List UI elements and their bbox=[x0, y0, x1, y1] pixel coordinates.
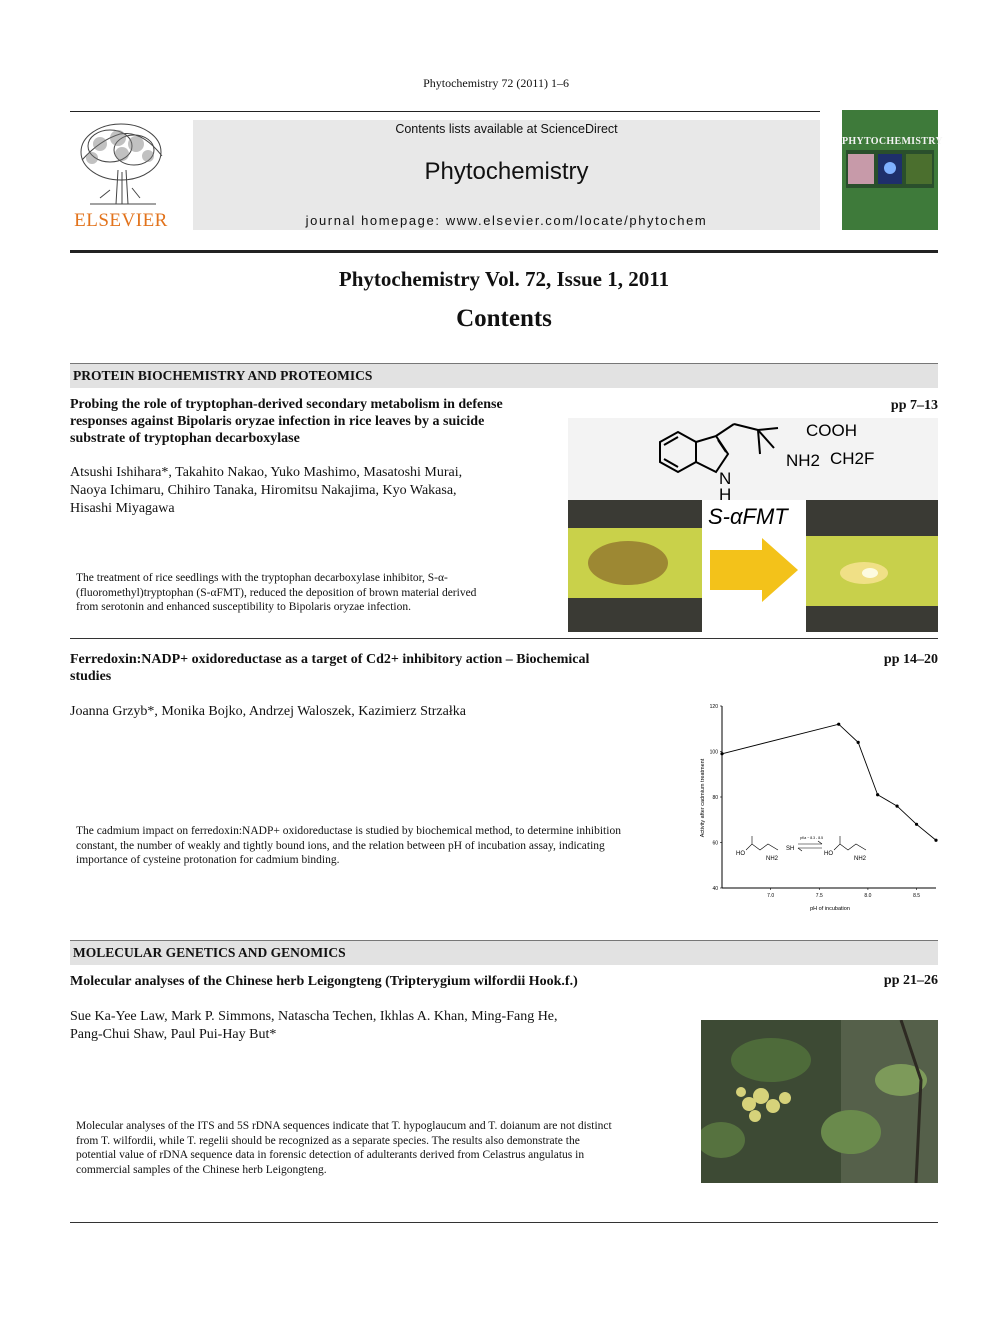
title-line: studies bbox=[70, 669, 112, 684]
author-line: Atsushi Ishihara*, Takahito Nakao, Yuko Mashimo, Masatoshi Murai, bbox=[70, 465, 463, 480]
cooh-label: COOH bbox=[806, 421, 857, 440]
abstract-line: from T. wilfordii, while T. regelii should be recognized as a separate species. The results also demonstrate the bbox=[76, 1134, 580, 1147]
scheme-ho-left: HO bbox=[736, 851, 745, 857]
n-label: N bbox=[719, 469, 732, 488]
y-tick-label: 60 bbox=[712, 840, 718, 847]
graphical-abstract-text bbox=[76, 1119, 612, 1177]
abstract-line: constant, the number of weakly and tightly bound ions, and the relation between pH of incubation assay, indicating bbox=[76, 839, 605, 852]
section-title: MOLECULAR GENETICS AND GENOMICS bbox=[73, 945, 346, 960]
title-line: Probing the role of tryptophan-derived secondary metabolism in defense bbox=[70, 397, 503, 412]
scheme-nh2-right: NH2 bbox=[854, 856, 867, 862]
article-title[interactable] bbox=[70, 651, 589, 685]
publisher-name: ELSEVIER bbox=[74, 210, 168, 231]
title-line: substrate of tryptophan decarboxylase bbox=[70, 431, 300, 446]
y-tick-label: 80 bbox=[712, 795, 718, 801]
article-title[interactable] bbox=[70, 973, 578, 990]
author-list bbox=[70, 703, 466, 721]
data-point bbox=[895, 805, 898, 808]
title-line: Ferredoxin:NADP+ oxidoreductase as a target of Cd2+ inhibitory action – Biochemical bbox=[70, 652, 590, 667]
contents-heading: Contents bbox=[456, 305, 552, 332]
data-point bbox=[857, 741, 860, 744]
page-range: pp 7–13 bbox=[890, 398, 938, 413]
data-point bbox=[876, 793, 879, 796]
elsevier-logo bbox=[70, 120, 172, 232]
graphical-abstract-text bbox=[76, 824, 621, 868]
scheme-ho-right: HO bbox=[824, 851, 833, 857]
chart-xlabel: pH of incubation bbox=[810, 906, 850, 912]
graphical-abstract-figure-1 bbox=[568, 418, 938, 632]
graphical-abstract-text bbox=[76, 571, 476, 615]
author-line: Sue Ka-Yee Law, Mark P. Simmons, Natascha Techen, Ikhlas A. Khan, Ming-Fang He, bbox=[70, 1009, 558, 1024]
header-rule bbox=[70, 250, 938, 253]
author-list bbox=[70, 1008, 558, 1044]
page-bottom-rule bbox=[70, 1222, 938, 1223]
journal-banner bbox=[193, 120, 820, 230]
title-line: Molecular analyses of the Chinese herb Leigongteng (Tripterygium wilfordii Hook.f.) bbox=[70, 974, 578, 989]
section-header-genetics bbox=[70, 940, 938, 965]
x-tick-label: 8.0 bbox=[864, 893, 872, 899]
activity-chart bbox=[692, 698, 940, 918]
thiol-scheme bbox=[736, 836, 867, 862]
data-point bbox=[720, 752, 723, 755]
y-tick-label: 40 bbox=[712, 886, 718, 892]
series-line bbox=[722, 724, 936, 840]
x-tick-label: 8.5 bbox=[913, 893, 921, 899]
x-tick-label: 7.5 bbox=[815, 893, 823, 899]
scheme-arrow-label: pKa ~ 8.3 - 8.5 bbox=[800, 836, 824, 840]
author-line: Hisashi Miyagawa bbox=[70, 501, 175, 516]
journal-homepage[interactable]: journal homepage: www.elsevier.com/locate/phytochem bbox=[305, 213, 708, 228]
abstract-line: (fluoromethyl)tryptophan (S-αFMT), reduced the deposition of brown material derived bbox=[76, 586, 477, 599]
author-list bbox=[70, 464, 462, 518]
data-point bbox=[915, 823, 918, 826]
availability-text: Contents lists available at ScienceDirect bbox=[395, 122, 618, 136]
article-title[interactable] bbox=[70, 396, 503, 447]
page-range: pp 21–26 bbox=[883, 973, 938, 988]
y-tick-label: 100 bbox=[709, 749, 718, 756]
ch2f-label: CH2F bbox=[830, 449, 875, 468]
scheme-nh2-left: NH2 bbox=[766, 856, 779, 862]
section-title: PROTEIN BIOCHEMISTRY AND PROTEOMICS bbox=[73, 368, 373, 383]
title-line: responses against Bipolaris oryzae infection in rice leaves by a suicide bbox=[70, 414, 485, 429]
author-line: Naoya Ichimaru, Chihiro Tanaka, Hiromitsu Nakajima, Kyo Wakasa, bbox=[70, 483, 457, 498]
sfmt-label: S-αFMT bbox=[708, 504, 788, 529]
chart-ylabel: Activity after cadmium treatment bbox=[700, 758, 706, 838]
y-tick-label: 120 bbox=[709, 704, 718, 710]
journal-name: Phytochemistry bbox=[424, 158, 589, 185]
abstract-line: commercial samples of the Chinese herb Leigongteng. bbox=[76, 1163, 327, 1176]
abstract-line: potential value of rDNA sequence data in forensic detection of adulterants derived from Celastrus angulatus in bbox=[76, 1149, 585, 1161]
nh2-label: NH2 bbox=[786, 451, 821, 470]
article-separator bbox=[70, 638, 938, 639]
x-tick-label: 7.0 bbox=[767, 893, 775, 899]
scheme-sh: SH bbox=[786, 846, 795, 852]
h-label: H bbox=[719, 485, 732, 504]
cover-title: PHYTOCHEMISTRY bbox=[842, 136, 943, 147]
abstract-line: from serotonin and enhanced susceptibility to Bipolaris oryzae infection. bbox=[76, 601, 412, 613]
author-line: Joanna Grzyb*, Monika Bojko, Andrzej Waloszek, Kazimierz Strzałka bbox=[70, 704, 466, 719]
abstract-line: importance of cysteine protonation for cadmium binding. bbox=[76, 854, 340, 866]
data-point bbox=[837, 723, 840, 726]
page-range: pp 14–20 bbox=[883, 652, 938, 667]
top-rule bbox=[70, 111, 820, 112]
journal-cover bbox=[842, 110, 943, 230]
tree-icon bbox=[70, 120, 172, 210]
running-head: Phytochemistry 72 (2011) 1–6 bbox=[423, 76, 569, 90]
abstract-line: The cadmium impact on ferredoxin:NADP+ oxidoreductase is studied by biochemical method, to determine inhibition bbox=[76, 825, 621, 837]
plant-photo bbox=[701, 1020, 938, 1183]
section-header-protein bbox=[70, 363, 938, 388]
abstract-line: Molecular analyses of the ITS and 5S rDNA sequences indicate that T. hypoglaucum and T. doianum are not distinct bbox=[76, 1120, 612, 1132]
abstract-line: The treatment of rice seedlings with the tryptophan decarboxylase inhibitor, S-α- bbox=[76, 572, 448, 584]
arrow-icon bbox=[710, 538, 798, 602]
data-point bbox=[934, 839, 937, 842]
issue-title: Phytochemistry Vol. 72, Issue 1, 2011 bbox=[338, 267, 670, 291]
structure-panel bbox=[568, 418, 938, 500]
cover-image-band bbox=[846, 150, 934, 188]
author-line: Pang-Chui Shaw, Paul Pui-Hay But* bbox=[70, 1027, 277, 1042]
